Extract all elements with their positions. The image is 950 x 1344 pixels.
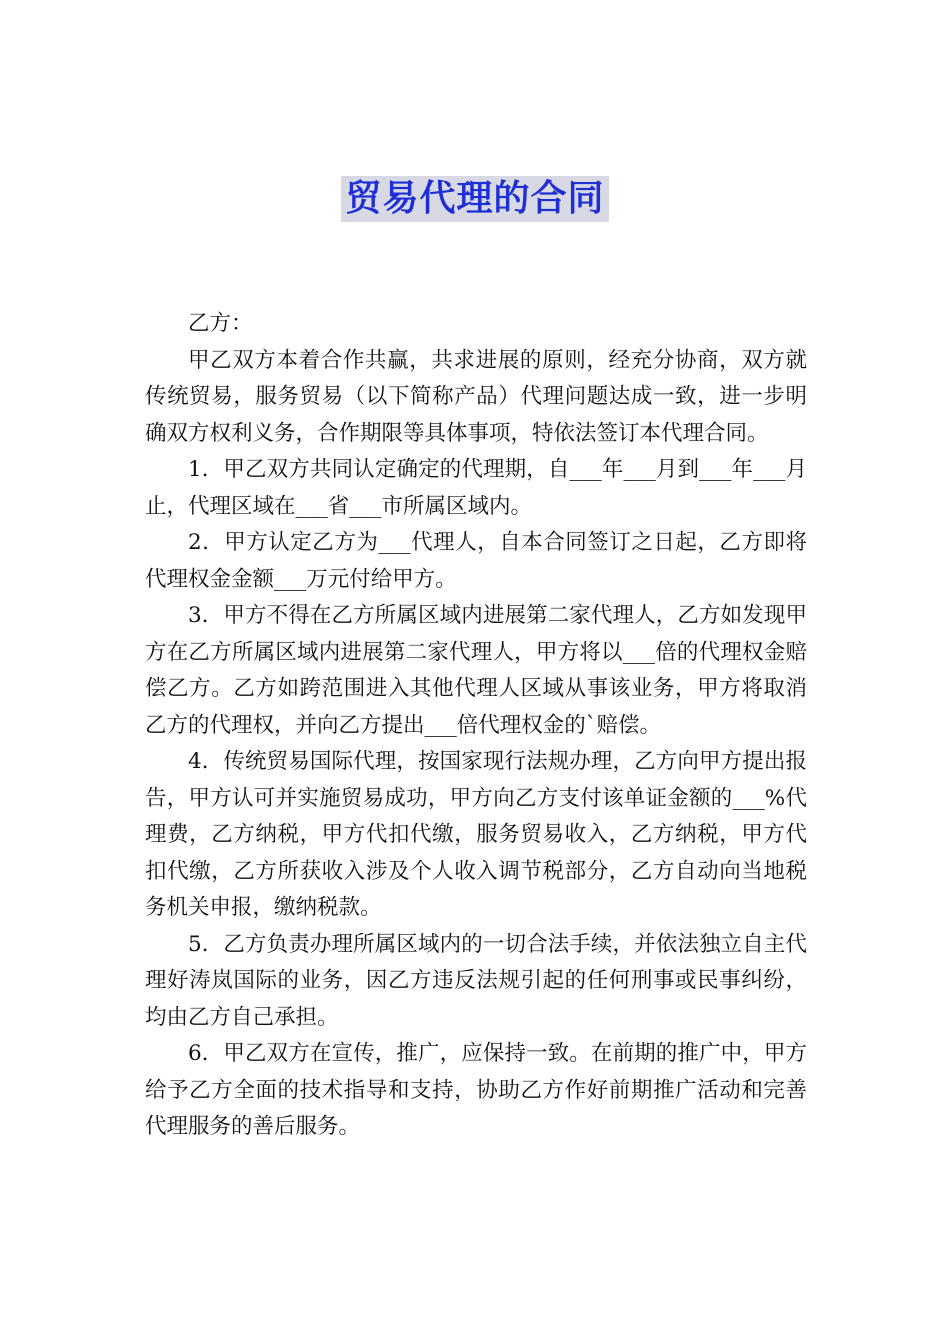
- clause-6: 6．甲乙双方在宣传，推广，应保持一致。在前期的推广中，甲方给予乙方全面的技术指导和支持，协助乙方作好前期推广活动和完善代理服务的善后服务。: [145, 1041, 807, 1139]
- party-b-line: 乙方：: [188, 311, 253, 336]
- document-title: 贸易代理的合同: [341, 176, 608, 222]
- document-body: [145, 306, 807, 1146]
- clause-5: 5．乙方负责办理所属区域内的一切合法手续，并依法独立自主代理好涛岚国际的业务，因乙方违反法规引起的任何刑事或民事纠纷，均由乙方自己承担。: [145, 931, 807, 1030]
- title-container: [0, 176, 950, 222]
- preamble-paragraph: 甲乙双方本着合作共赢，共求进展的原则，经充分协商，双方就传统贸易，服务贸易（以下简称产品）代理问题达成一致，进一步明确双方权利义务，合作期限等具体事项，特依法签订本代理合同。: [145, 347, 807, 446]
- clause-2: 2．甲方认定乙方为___代理人，自本合同签订之日起，乙方即将代理权金金额___万元付给甲方。: [145, 530, 807, 592]
- clause-4: 4．传统贸易国际代理，按国家现行法规办理，乙方向甲方提出报告，甲方认可并实施贸易成功，甲方向乙方支付该单证金额的___%代理费，乙方纳税，甲方代扣代缴，服务贸易收入，乙方纳税，甲方代扣代缴，乙方所获收入涉及个人收入调节税部分，乙方自动向当地税务机关申报，缴纳税款。: [145, 749, 807, 920]
- clause-3: 3．甲方不得在乙方所属区域内进展第二家代理人，乙方如发现甲方在乙方所属区域内进展第二家代理人，甲方将以___倍的代理权金赔偿乙方。乙方如跨范围进入其他代理人区域从事该业务，甲方将取消乙方的代理权，并向乙方提出___倍代理权金的`赔偿。: [145, 603, 807, 738]
- clause-1: 1．甲乙双方共同认定确定的代理期，自___年___月到___年___月止，代理区域在___省___市所属区域内。: [145, 457, 807, 519]
